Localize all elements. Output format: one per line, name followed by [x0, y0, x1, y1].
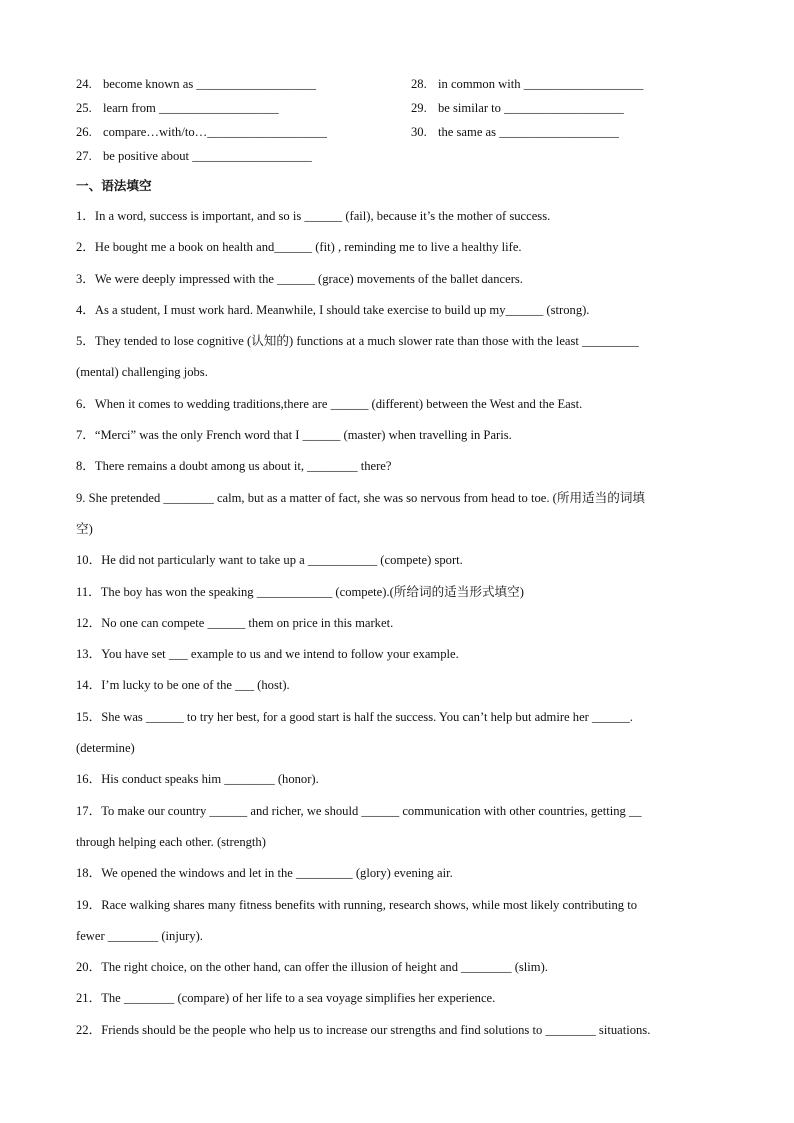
- question-line: 9. She pretended ________ calm, but as a matter of fact, she was so nervous from head to toe. (所用适当的词填: [76, 490, 646, 505]
- vocab-number: 27.: [76, 149, 92, 163]
- question-line: 20．The right choice, on the other hand, can offer the illusion of height and ________ (slim).: [76, 960, 548, 975]
- vocab-blank[interactable]: ___________________: [158, 101, 279, 115]
- vocab-phrase: compare…with/to…: [103, 125, 208, 139]
- question-line: 18．We opened the windows and let in the _________ (glory) evening air.: [76, 866, 453, 881]
- question-line: fewer ________ (injury).: [76, 928, 203, 943]
- vocab-number: 25.: [76, 101, 92, 115]
- vocab-row: [76, 124, 716, 148]
- vocab-phrase: become known as: [103, 77, 194, 91]
- question-line: 11．The boy has won the speaking ____________ (compete).(所给词的适当形式填空): [76, 584, 524, 599]
- question-list: [76, 201, 726, 1046]
- vocab-blank[interactable]: ___________________: [523, 77, 644, 91]
- question-line: 15．She was ______ to try her best, for a good start is half the success. You can’t help but admire her ______.: [76, 709, 633, 724]
- vocab-number: 29.: [411, 101, 427, 115]
- question-line: 8．There remains a doubt among us about it, ________ there?: [76, 459, 392, 474]
- vocab-item: [76, 100, 279, 116]
- question-line: 4．As a student, I must work hard. Meanwhile, I should take exercise to build up my______ (strong).: [76, 302, 590, 317]
- vocab-blank[interactable]: ___________________: [192, 149, 312, 163]
- question-line: (determine): [76, 741, 135, 756]
- vocab-row: [76, 100, 716, 124]
- question-line: 2．He bought me a book on health and______ (fit) , reminding me to live a healthy life.: [76, 240, 522, 255]
- question-line: 14．I’m lucky to be one of the ___ (host).: [76, 678, 290, 693]
- vocab-item: [411, 124, 619, 140]
- vocab-number: 26.: [76, 125, 92, 139]
- vocab-row: [76, 76, 716, 100]
- vocab-number: 28.: [411, 77, 427, 91]
- vocab-list: [76, 76, 716, 172]
- vocab-blank[interactable]: ___________________: [504, 101, 624, 115]
- question-line: (mental) challenging jobs.: [76, 365, 208, 380]
- vocab-phrase: the same as: [438, 125, 497, 139]
- vocab-item: [76, 124, 327, 140]
- question-line: 22．Friends should be the people who help us to increase our strengths and find solutions to ________ situations.: [76, 1022, 651, 1037]
- vocab-blank[interactable]: ___________________: [499, 125, 619, 139]
- question-line: 17．To make our country ______ and richer, we should ______ communication with other countries, getting __: [76, 803, 642, 818]
- vocab-phrase: in common with: [438, 77, 521, 91]
- vocab-item: [76, 148, 312, 164]
- question-line: 16．His conduct speaks him ________ (honor).: [76, 772, 319, 787]
- question-line: 12．No one can compete ______ them on price in this market.: [76, 615, 394, 630]
- section-title: 一、语法填空: [76, 178, 152, 193]
- vocab-phrase: learn from: [103, 101, 156, 115]
- vocab-number: 30.: [411, 125, 427, 139]
- vocab-phrase: be positive about: [103, 149, 190, 163]
- question-line: 5．They tended to lose cognitive (认知的) functions at a much slower rate than those with the least _________: [76, 334, 639, 349]
- vocab-number: 24.: [76, 77, 92, 91]
- vocab-blank[interactable]: ___________________: [196, 77, 317, 91]
- vocab-row: [76, 148, 716, 172]
- question-line: 13．You have set ___ example to us and we intend to follow your example.: [76, 647, 459, 662]
- question-line: 10．He did not particularly want to take up a ___________ (compete) sport.: [76, 553, 463, 568]
- question-line: 19．Race walking shares many fitness benefits with running, research shows, while most likely contributing to: [76, 897, 638, 912]
- question-line: 7．“Merci” was the only French word that I ______ (master) when travelling in Paris.: [76, 428, 512, 443]
- vocab-item: [411, 100, 624, 116]
- question-line: through helping each other. (strength): [76, 834, 266, 849]
- vocab-item: [76, 76, 316, 92]
- vocab-phrase: be similar to: [438, 101, 501, 115]
- question-line: 21．The ________ (compare) of her life to a sea voyage simplifies her experience.: [76, 991, 496, 1006]
- vocab-blank[interactable]: ___________________: [207, 125, 327, 139]
- question-line: 3．We were deeply impressed with the ______ (grace) movements of the ballet dancers.: [76, 271, 523, 286]
- question-line: 6．When it comes to wedding traditions,there are ______ (different) between the West and the East.: [76, 396, 583, 411]
- question-line: 1．In a word, success is important, and so is ______ (fail), because it’s the mother of success.: [76, 209, 551, 223]
- vocab-item: [411, 76, 643, 92]
- question-line: 空): [76, 521, 93, 536]
